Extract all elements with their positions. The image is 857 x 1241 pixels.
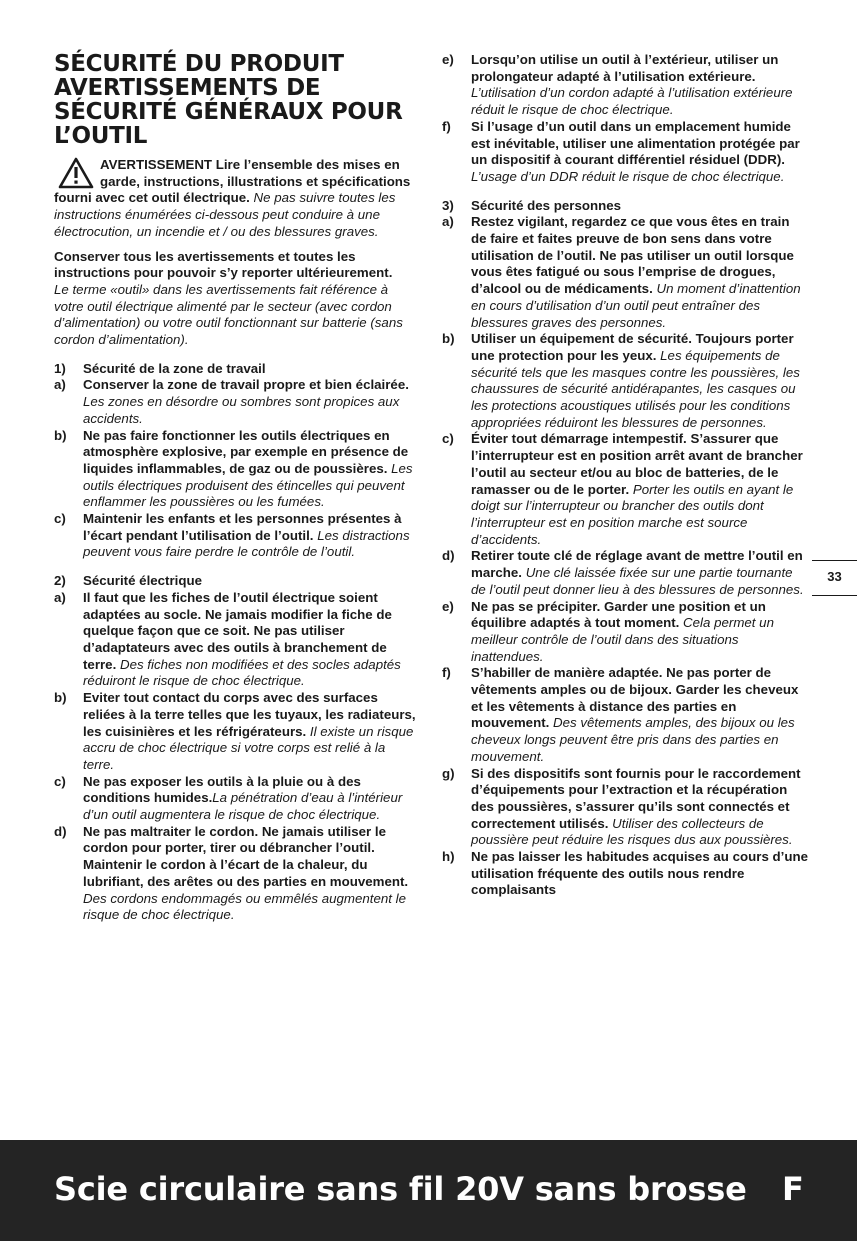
section-heading: 1) Sécurité de la zone de travail	[54, 360, 266, 376]
left-column	[54, 52, 416, 924]
list-item: e) Ne pas se précipiter. Garder une position et un équilibre adaptés à tout moment. Cela permet un meilleur contrôle de l’outil dans des situations inattendues.	[442, 598, 774, 664]
list-item: f) S’habiller de manière adaptée. Ne pas porter de vêtements amples ou de bijoux. Garder les cheveux et les vêtements à distance des parties en mouvement. Des vêtements amples, des bijoux ou les cheveux longs peuvent être pris dans des parties en mouvement.	[442, 665, 799, 764]
right-column	[442, 52, 808, 899]
section-2	[54, 573, 416, 924]
list-item: f) Si l’usage d’un outil dans un emplacement humide est inévitable, utiliser une alimentation protégée par un dispositif à courant différentiel résiduel (DDR). L’usage d’un DDR réduit le risque de choc électrique.	[442, 118, 800, 184]
list-item: e) Lorsqu’on utilise un outil à l’extérieur, utiliser un prolongateur adapté à l’utilisation extérieure. L’utilisation d’un cordon adapté à l’utilisation extérieure réduit le risque de choc électrique.	[442, 52, 793, 118]
section-1	[54, 361, 416, 561]
page-number: 33	[827, 569, 842, 584]
footer-bar	[0, 1140, 857, 1241]
warning-italic: Ne pas suivre toutes les instructions énumérées ci-dessous peut conduire à une électrocution, un incendie et / ou des blessures graves.	[54, 190, 396, 239]
section-heading: 3) Sécurité des personnes	[442, 197, 622, 213]
warning-triangle-icon	[58, 157, 94, 189]
warning-bold: AVERTISSEMENT Lire l’ensemble des mises en garde, instructions, illustrations et spécifications fourni avec cet outil électrique.	[54, 157, 411, 206]
section-heading: 2) Sécurité électrique	[54, 573, 202, 589]
section-3	[442, 198, 808, 900]
list-item: a) Restez vigilant, regardez ce que vous êtes en train de faire et faites preuve de bon sens dans votre utilisation de l’outil. Ne pas utiliser un outil lorsque vous êtes fatigué ou sous l’emprise de drogues, d’alcool ou de médicaments. Un moment d’inattention en cours d’utilisation d’un outil peut entraîner des blessures graves des personnes.	[442, 214, 801, 330]
page-tab-divider-top	[812, 560, 857, 561]
warning-block	[54, 157, 416, 241]
keep-italic: Le terme «outil» dans les avertissements fait référence à votre outil électrique alimenté par le secteur (avec cordon d’alimentation) ou votre outil fonctionnant sur batterie (sans cordon d’alimentation).	[54, 281, 403, 348]
list-item: b) Eviter tout contact du corps avec des surfaces reliées à la terre telles que les tuyaux, les radiateurs, les cuisinières et les réfrigérateurs. Il existe un risque accru de choc électrique si votre corps est relié à la terre.	[54, 690, 416, 772]
list-item: d) Retirer toute clé de réglage avant de mettre l’outil en marche. Une clé laissée fixée sur une partie tournante de l’outil peut donner lieu à des blessures de personnes.	[442, 548, 804, 597]
list-item: b) Utiliser un équipement de sécurité. Toujours porter une protection pour les yeux. Les équipements de sécurité tels que les masques contre les poussières, les chaussures de sécurité antidérapantes, les casques ou les protections acoustiques utilisés pour les conditions appropriées réduiront les blessures de personnes.	[442, 331, 800, 430]
list-item: c) Maintenir les enfants et les personnes présentes à l’écart pendant l’utilisation de l’outil. Les distractions peuvent vous faire perdre le contrôle de l’outil.	[54, 511, 410, 560]
list-item: h) Ne pas laisser les habitudes acquises au cours d’une utilisation fréquente des outils nous rendre complaisants	[442, 849, 808, 898]
section-2-continued	[442, 52, 808, 186]
keep-instructions	[54, 249, 416, 349]
keep-bold: Conserver tous les avertissements et toutes les instructions pour pouvoir s’y reporter ultérieurement.	[54, 248, 393, 281]
list-item: c) Ne pas exposer les outils à la pluie ou à des conditions humides.La pénétration d’eau à l’intérieur d’un outil augmentera le risque de choc électrique.	[54, 773, 403, 823]
list-item: g) Si des dispositifs sont fournis pour le raccordement d’équipements pour l’extraction et la récupération des poussières, s’assurer qu’ils sont connectés et correctement utilisés. Utiliser des collecteurs de poussière peut réduire les risques dus aux poussières.	[442, 765, 801, 848]
page-title: SÉCURITÉ DU PRODUIT AVERTISSEMENTS DE SÉCURITÉ GÉNÉRAUX POUR L’OUTIL	[54, 51, 403, 149]
footer-product-title: Scie circulaire sans fil 20V sans brosse	[54, 1170, 747, 1208]
list-item: d) Ne pas maltraiter le cordon. Ne jamais utiliser le cordon pour porter, tirer ou débrancher l’outil. Maintenir le cordon à l’écart de la chaleur, du lubrifiant, des arêtes ou des parties en mouvement. Des cordons endommagés ou emmêlés augmentent le risque de choc électrique.	[54, 823, 409, 923]
footer-language-code: F	[782, 1170, 804, 1208]
list-item: c) Éviter tout démarrage intempestif. S’assurer que l’interrupteur est en position arrêt avant de brancher l’outil au secteur et/ou au bloc de batteries, de le ramasser ou de le porter. Porter les outils en ayant le doigt sur l’interrupteur ou brancher des outils dont l’interrupteur est en position marche est source d’accidents.	[442, 431, 803, 547]
page-tab-divider-bottom	[812, 595, 857, 596]
list-item: b) Ne pas faire fonctionner les outils électriques en atmosphère explosive, par exemple en présence de liquides inflammables, de gaz ou de poussières. Les outils électriques produisent des étincelles qui peuvent enflammer les poussières ou les fumées.	[54, 427, 413, 510]
list-item: a) Conserver la zone de travail propre et bien éclairée. Les zones en désordre ou sombres sont propices aux accidents.	[54, 377, 409, 426]
list-item: a) Il faut que les fiches de l’outil électrique soient adaptées au socle. Ne jamais modifier la fiche de quelque façon que ce soit. Ne pas utiliser d’adaptateurs avec des outils à branchement de terre. Des fiches non modifiées et des socles adaptés réduiront le risque de choc électrique.	[54, 589, 401, 689]
